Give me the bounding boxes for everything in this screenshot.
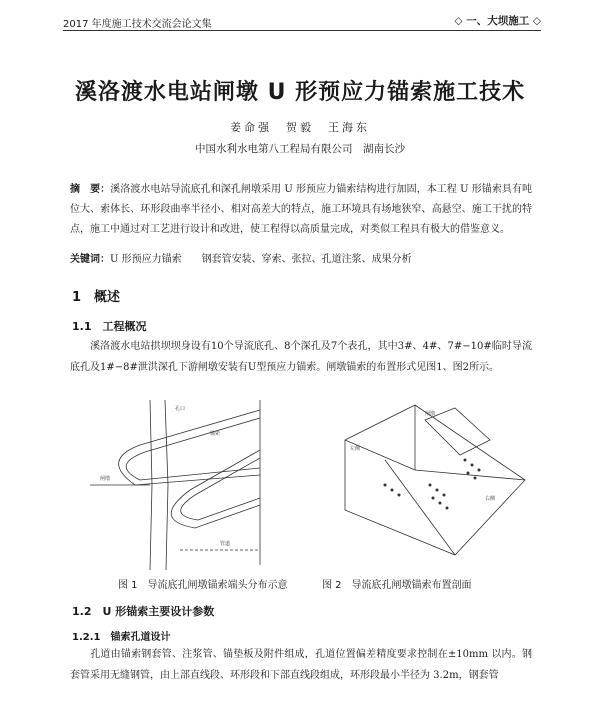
figure-2-diagram bbox=[325, 390, 535, 570]
figure-1-diagram bbox=[80, 390, 290, 570]
fig1-label-1: 孔口 bbox=[175, 406, 186, 412]
figure-2-caption: 图 2 导流底孔闸墩锚索布置剖面 bbox=[322, 580, 472, 591]
fig2-edge-2 bbox=[345, 440, 415, 470]
abstract bbox=[70, 180, 532, 240]
fig2-anchor bbox=[432, 497, 435, 500]
fig2-anchor bbox=[478, 469, 481, 472]
fig2-anchor bbox=[398, 494, 401, 497]
affiliation: 中国水利水电第八工程局有限公司 湖南长沙 bbox=[195, 143, 405, 155]
section-heading-1-2-1: 1.2.1 锚索孔道设计 bbox=[72, 632, 171, 643]
body-paragraph-1-text: 溪洛渡水电站拱坝坝身设有10个导流底孔、8个深孔及7个表孔，其中3#、4#、7#−10#临时导流底孔及1#−8#泄洪深孔下游闸墩安装有U型预应力锚索。闸墩锚索的布置形式见图1、图2所示。 bbox=[70, 341, 532, 373]
keywords bbox=[70, 250, 540, 265]
fig1-pier-outline-2 bbox=[165, 400, 168, 570]
fig1-label-3: 管道 bbox=[220, 541, 231, 547]
abstract-text: 溪洛渡水电站导流底孔和深孔闸墩采用 U 形预应力锚索结构进行加固，本工程 U 形锚索具有吨位大、索体长、环形段曲率半径小、相对高差大的特点，施工环境具有场地狭窄、高悬空、施工干扰的特点，施工中通过对工艺进行设计和改进，使工程得以高质量完成，对类似工程具有极大的借鉴意义。 bbox=[70, 184, 532, 235]
fig2-anchor bbox=[467, 472, 470, 475]
fig2-anchor bbox=[443, 494, 446, 497]
section-heading-1: 1 概述 bbox=[72, 290, 121, 305]
fig2-anchor bbox=[446, 507, 449, 510]
author-list: 姜命强 贺毅 王海东 bbox=[230, 121, 370, 134]
fig2-anchor bbox=[474, 477, 477, 480]
running-header-collection: 2017 年度施工技术交流会论文集 bbox=[63, 19, 212, 30]
fig1-label-0: 闸墩 bbox=[100, 476, 111, 482]
abstract-label: 摘 要： bbox=[70, 184, 111, 195]
fig2-anchor bbox=[429, 484, 432, 487]
header-rule bbox=[63, 30, 541, 31]
body-paragraph-2 bbox=[70, 644, 532, 686]
figure-1-caption: 图 1 导流底孔闸墩锚索端头分布示意 bbox=[118, 580, 288, 591]
fig2-pier-body bbox=[345, 405, 525, 555]
fig2-anchor bbox=[436, 489, 439, 492]
fig2-anchor bbox=[391, 489, 394, 492]
fig2-edge-3 bbox=[415, 470, 525, 480]
keywords-text: U 形预应力锚索 钢套管安装、穿索、张拉、孔道注浆、成果分析 bbox=[110, 254, 412, 265]
section-heading-1-2: 1.2 U 形锚索主要设计参数 bbox=[72, 605, 215, 618]
keywords-label: 关键词： bbox=[70, 254, 110, 265]
fig2-anchor bbox=[471, 464, 474, 467]
paper-title: 溪洛渡水电站闸墩 U 形预应力锚索施工技术 bbox=[74, 80, 526, 105]
fig1-strand-2 bbox=[126, 418, 260, 480]
section-heading-1-1: 1.1 工程概况 bbox=[72, 320, 147, 333]
fig1-label-2: 锚索 bbox=[210, 431, 221, 437]
fig2-anchor bbox=[439, 502, 442, 505]
fig2-anchor bbox=[384, 484, 387, 487]
fig2-label-2: 闸墩 bbox=[425, 411, 436, 417]
fig2-label-0: 左侧 bbox=[350, 446, 361, 452]
fig2-label-1: 右侧 bbox=[485, 496, 496, 502]
fig2-anchor bbox=[464, 459, 467, 462]
body-paragraph-2-text: 孔道由锚索钢套管、注浆管、锚垫板及附件组成，孔道位置偏差精度要求控制在±10mm 以内。钢套管采用无缝钢管，由上部直线段、环形段和下部直线段组成，环形段最小半径为 3.2m，钢套管 bbox=[70, 649, 532, 681]
running-header bbox=[63, 13, 541, 35]
running-header-section: ◇ 一、大坝施工 ◇ bbox=[454, 15, 541, 27]
fig1-pier-outline bbox=[150, 400, 152, 570]
body-paragraph-1 bbox=[70, 336, 532, 378]
fig1-strand-4 bbox=[181, 458, 260, 520]
fig1-strand-1 bbox=[119, 410, 260, 485]
